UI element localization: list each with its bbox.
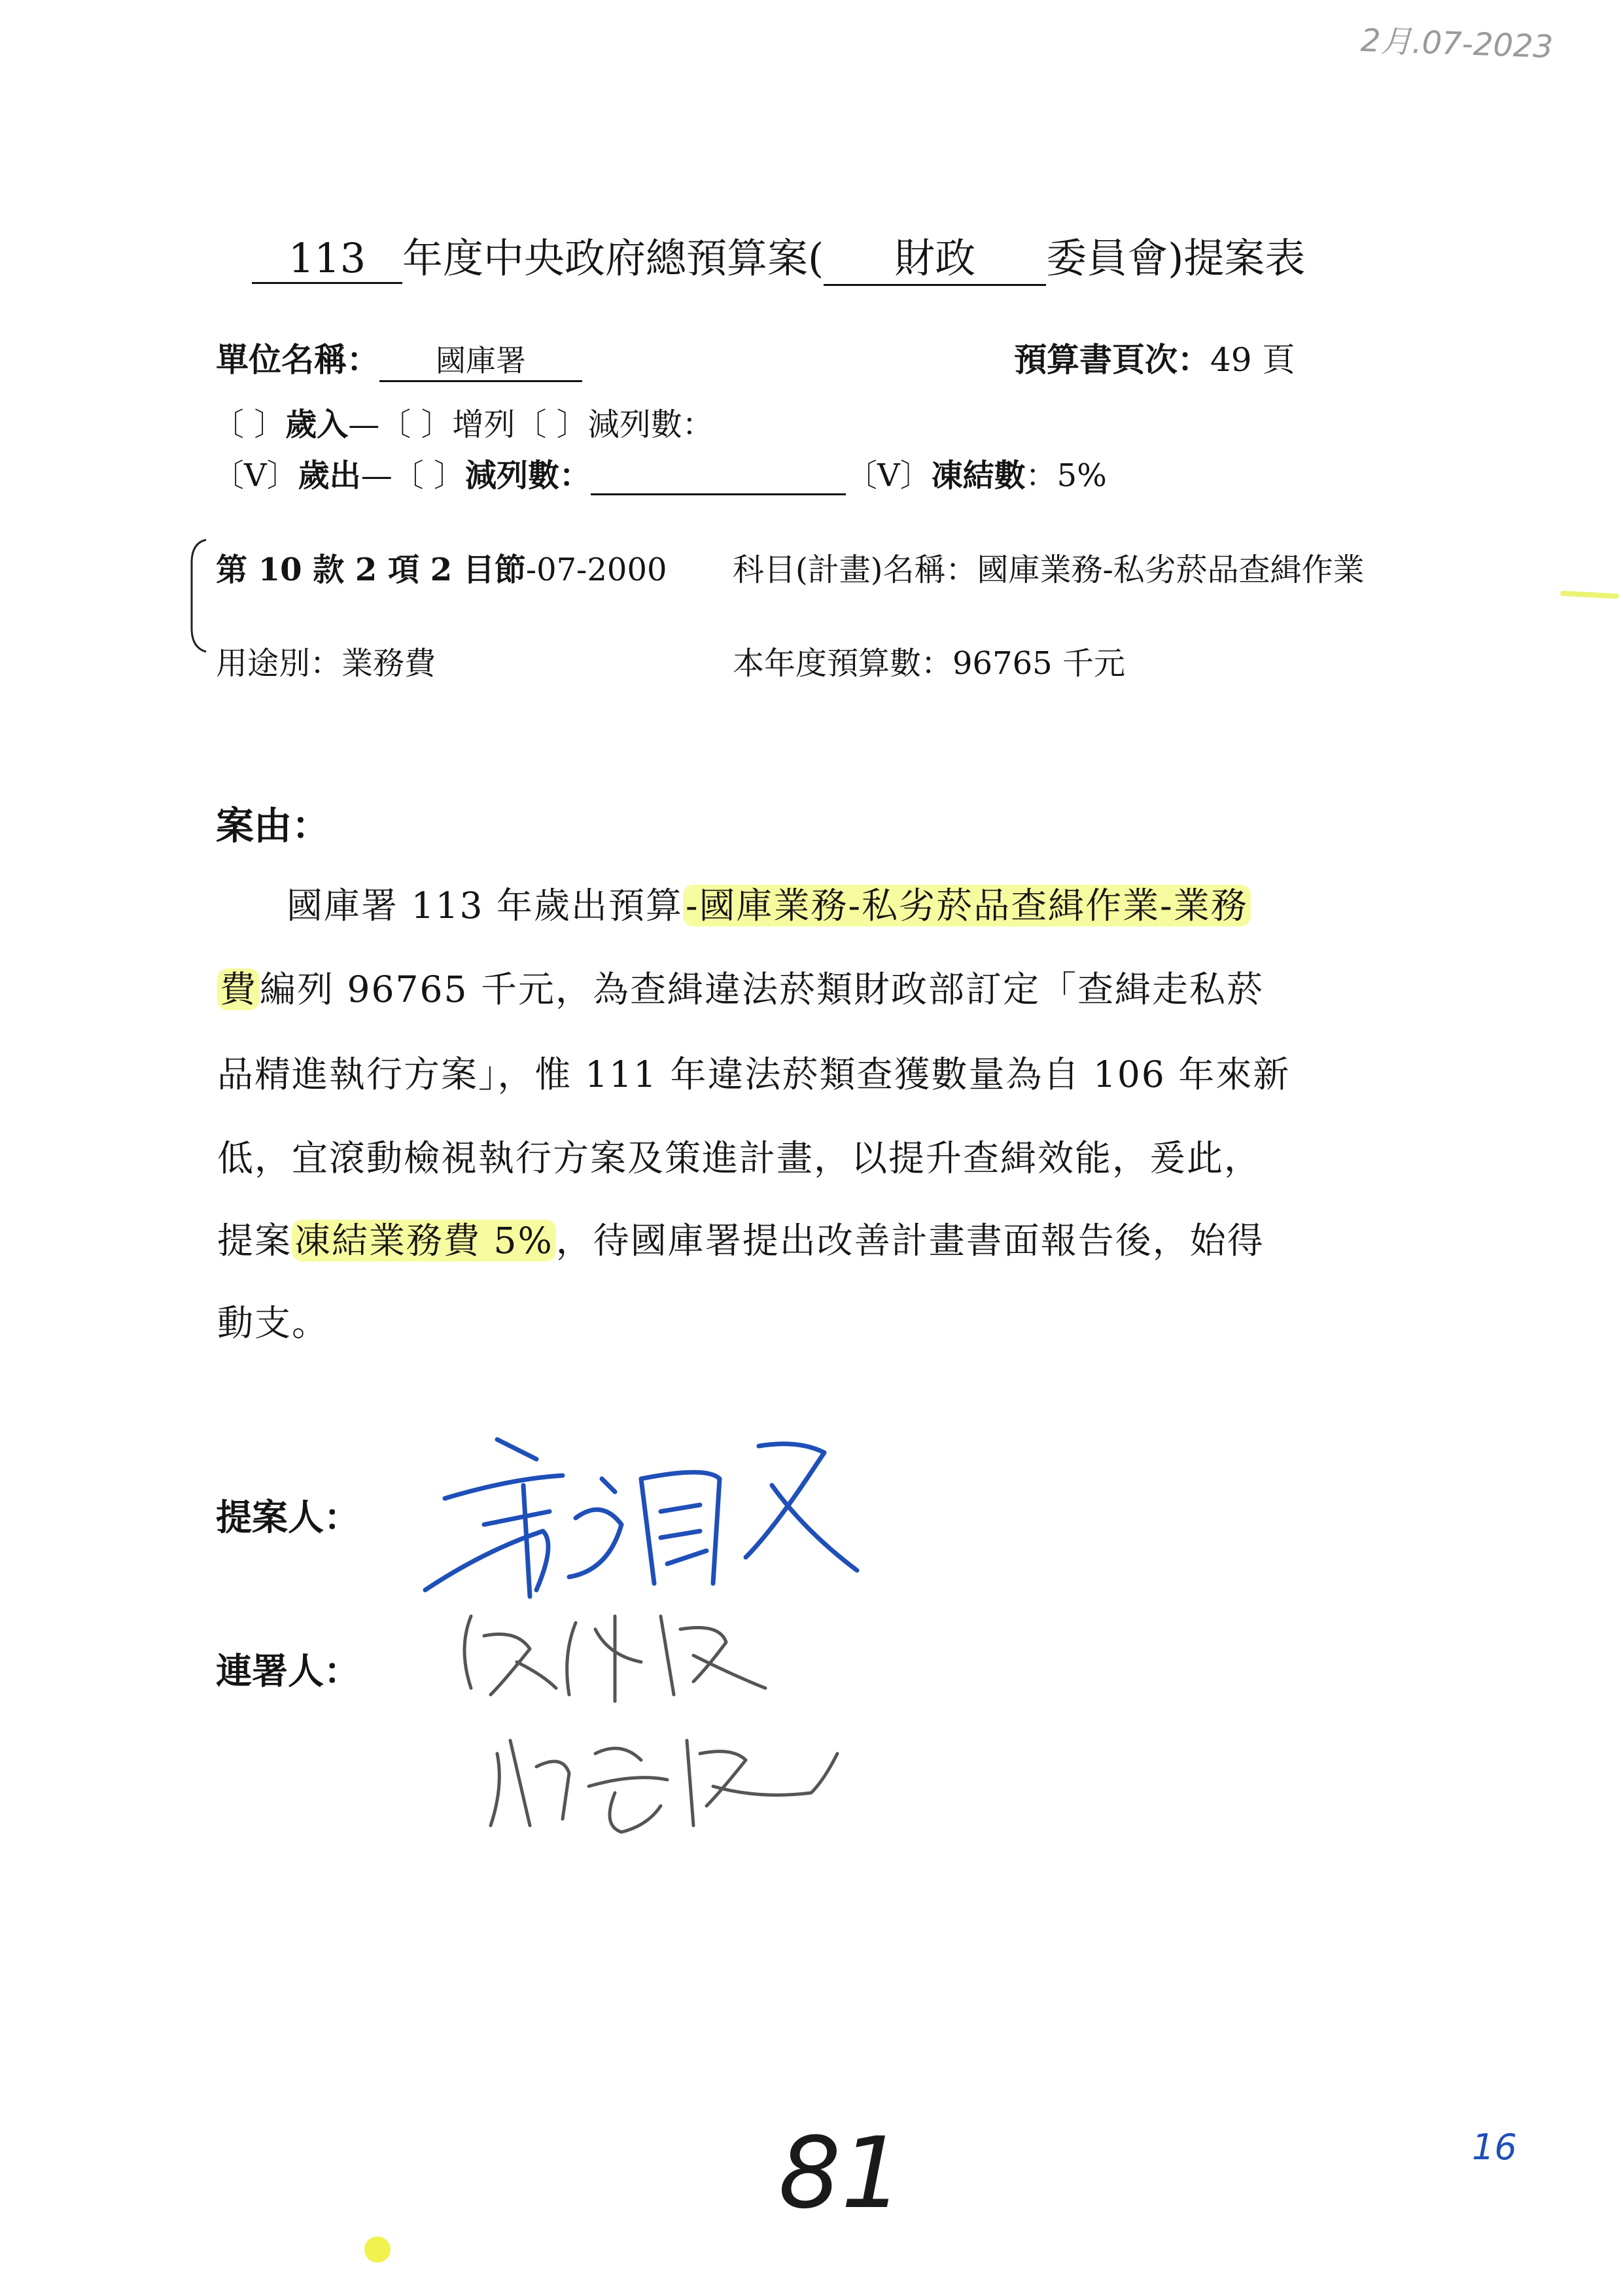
unit-row: [216, 334, 582, 382]
title-committee: 財政: [824, 226, 1046, 286]
proposer-label: 提案人：: [216, 1496, 360, 1538]
revenue-checkbox: 〔 〕: [213, 406, 286, 443]
reason-l5-rest: ，待國庫署提出改善計畫書面報告後，始得: [555, 1220, 1265, 1262]
item-kuan-xiang: 第 10 款 2 項 2 目節: [216, 552, 526, 588]
budget-page-row: [1014, 334, 1295, 381]
cosigner-signature-1: [445, 1590, 811, 1708]
budget-page-label: 預算書頁次：: [1014, 340, 1210, 379]
small-page-number: 16: [1472, 2127, 1517, 2168]
unit-label: 單位名稱：: [216, 340, 379, 379]
reason-heading: 案由：: [216, 804, 330, 848]
reason-l2-highlight: 費: [217, 968, 260, 1010]
expense-checkbox: 〔V〕: [213, 457, 298, 494]
budget-page-value: 49 頁: [1210, 341, 1295, 379]
reason-l5-highlight: 凍結業務費 5%: [292, 1220, 556, 1262]
reduce-amount-blank: [591, 461, 846, 495]
reason-l5-pre: 提案: [217, 1220, 292, 1262]
reason-line-4: 低，宜滾動檢視執行方案及策進計畫，以提升查緝效能，爰此，: [217, 1137, 1262, 1179]
expense-label: 歲出: [298, 457, 361, 494]
page-number: 81: [778, 2117, 903, 2231]
reason-line-1: [287, 877, 1251, 928]
title-year: 113: [252, 234, 402, 284]
freeze-value: ：5%: [1025, 457, 1107, 494]
reduce-label: 減列數：: [464, 457, 591, 494]
revenue-text: —〔 〕增列〔 〕減列數：: [348, 406, 714, 443]
item-bracket: [186, 537, 213, 654]
cosigner-signature-2: [484, 1714, 850, 1845]
item-row-1: [216, 544, 667, 590]
reason-line-3: 品精進執行方案」，惟 111 年違法菸類查獲數量為自 106 年來新: [217, 1053, 1291, 1095]
revenue-label: 歲入: [285, 406, 349, 443]
reason-l1-highlight: -國庫業務-私劣菸品查緝作業-業務: [683, 885, 1251, 927]
cosigner-label: 連署人：: [216, 1650, 360, 1692]
form-title: [252, 226, 1305, 286]
reason-line-5: [217, 1212, 1265, 1263]
unit-value: 國庫署: [379, 337, 582, 382]
margin-highlight-mark: [1560, 591, 1619, 599]
reason-l1-pre: 國庫署 113 年歲出預算: [287, 885, 683, 927]
highlight-dot: [364, 2236, 391, 2263]
expense-row: [213, 450, 1107, 495]
freeze-checkbox: 〔V〕: [845, 457, 932, 494]
corner-date-note: 2月.07-2023: [1359, 22, 1554, 66]
title-prefix: 年度中央政府總預算案(: [402, 234, 824, 282]
reason-l2-rest: 編列 96765 千元，為查緝違法菸類財政部訂定「查緝走私菸: [260, 968, 1264, 1010]
reason-line-2: [217, 961, 1264, 1012]
title-suffix: 委員會)提案表: [1046, 234, 1306, 282]
freeze-label: 凍結數: [931, 457, 1026, 494]
expense-dash: —〔 〕: [360, 457, 465, 494]
revenue-row: [213, 399, 714, 444]
reason-line-6: 動支。: [217, 1302, 330, 1344]
item-code: -07-2000: [525, 552, 667, 588]
item-budget: 本年度預算數：96765 千元: [733, 645, 1125, 682]
item-subject: 科目(計畫)名稱：國庫業務-私劣菸品查緝作業: [733, 552, 1365, 588]
item-usage: 用途別：業務費: [216, 645, 436, 682]
